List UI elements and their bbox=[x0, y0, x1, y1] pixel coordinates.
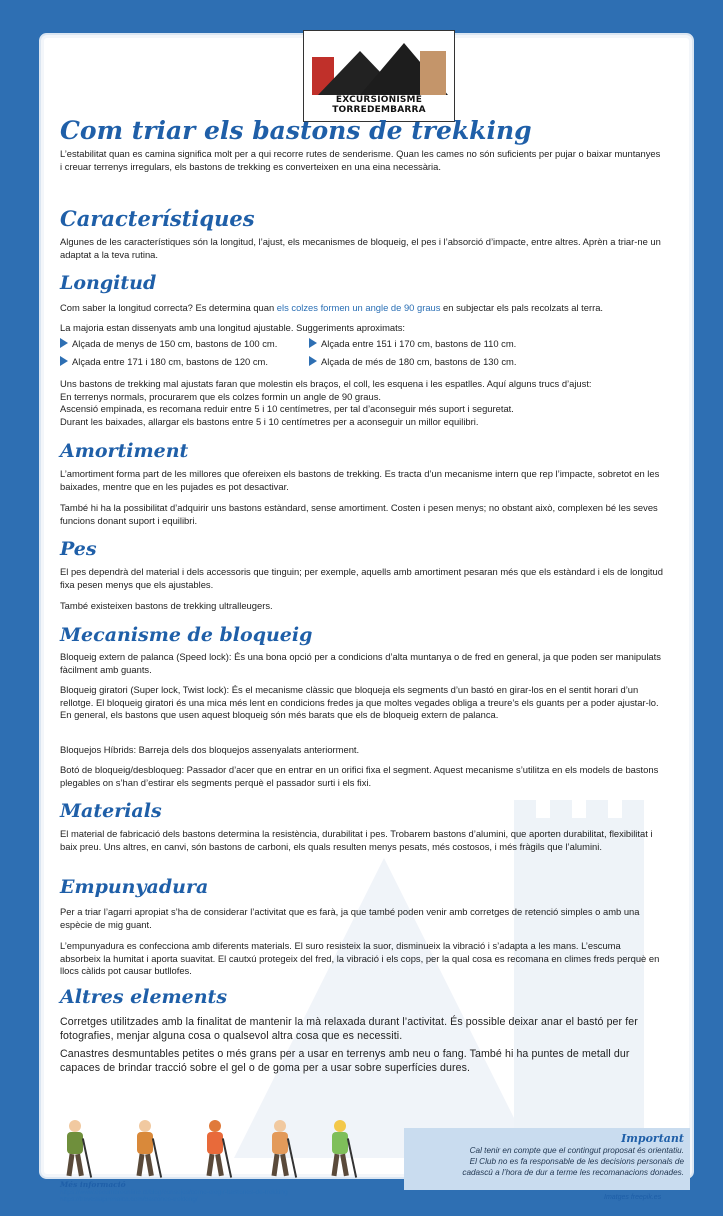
list-item bbox=[309, 338, 516, 349]
hikers-illustration bbox=[60, 1118, 400, 1178]
heading-longitud: Longitud bbox=[60, 272, 157, 294]
empunyadura-text-1: Per a triar l’agarri apropiat s’ha de considerar l’activitat que es farà, ja que també poden venir amb corretges de retenció simples o amb una espècie de mig guant. bbox=[60, 906, 640, 930]
triangle-bullet-icon bbox=[60, 338, 68, 348]
heading-caracteristiques: Característiques bbox=[60, 206, 255, 231]
heading-materials: Materials bbox=[60, 800, 162, 822]
list-item bbox=[60, 356, 268, 367]
mecanisme-text-2: Bloqueig giratori (Super lock, Twist lock): És el mecanisme clàssic que bloqueja els segments d’un bastó en girar-los en el sentit horari d’un rellotge. El bloqueig giratori és una mica més lent en condicions fredes ja que moltes vegades obliga a treure’s els guants per a poder ajustar-lo. En general, els bastons que usen aquest bloqueig són més barats que els de bloqueig extern de palanca. bbox=[60, 684, 659, 721]
tips-intro: Uns bastons de trekking mal ajustats faran que molestin els braços, el coll, les esquena i les espatlles. Aquí alguns trucs d’ajust: bbox=[60, 378, 592, 389]
logo-name: EXCURSIONISME TORREDEMBARRA bbox=[332, 95, 426, 115]
important-note-box bbox=[404, 1128, 690, 1190]
triangle-bullet-icon bbox=[60, 356, 68, 366]
mecanisme-text-4: Botó de bloqueig/desbloqueg: Passador d’acer que en entrar en un orifici fixa el segment. Aquest mecanisme s’utilitza en els models de bastons plegables on s’han d’estirar els segments perquè el passador surti i els fixi. bbox=[60, 764, 659, 788]
adjust-tips bbox=[60, 378, 663, 428]
longitud-question bbox=[60, 302, 663, 315]
image-credits: Imatges freepik.es bbox=[604, 1194, 662, 1201]
length-suggestions bbox=[60, 338, 663, 374]
materials-text: El material de fabricació dels bastons determina la resistència, durabilitat i pes. Trobarem bastons d’alumini, que aporten durabilitat, flexibilitat i baix preu. Uns altres, en canvi, són bastons de carboni, els quals resulten menys pesats, més costosos, i més fràgils que l’alumini. bbox=[60, 828, 653, 852]
heading-empunyadura: Empunyadura bbox=[60, 876, 209, 898]
page-title: Com triar els bastons de trekking bbox=[60, 116, 532, 145]
background-tower-shape bbox=[514, 818, 644, 1148]
longitud-question-end: en subjectar els pals recolzats al terra. bbox=[440, 302, 604, 313]
hiker-figure bbox=[130, 1120, 160, 1178]
elbow-angle-highlight: els colzes formen un angle de 90 graus bbox=[276, 302, 441, 313]
bullet-text: Alçada entre 151 i 170 cm, bastons de 110 cm. bbox=[321, 338, 517, 349]
list-item bbox=[309, 356, 516, 367]
club-logo bbox=[303, 30, 455, 122]
pes-text-2: També existeixen bastons de trekking ultralleugers. bbox=[60, 600, 273, 611]
triangle-bullet-icon bbox=[309, 338, 317, 348]
empunyadura-text-2: L’empunyadura es confecciona amb diferents materials. El suro resisteix la suor, disminueix la vibració i s’adapta a les mans. L’escuma absorbeix la humitat i aporta suavitat. El cautxú protegeix del fred, la vibració i els cops, per la qual cosa es recomana en climes freds perquè en llocs càlids pot causar butllofes. bbox=[60, 940, 660, 977]
altres-text-1: Corretges utilitzades amb la finalitat de mantenir la mà relaxada durant l’activitat. És possible deixar anar el bastó per fer fotografies, menjar alguna cosa o qualsevol altra cosa que es necessiti. bbox=[60, 1016, 638, 1042]
important-line: Cal tenir en compte que el contingut proposat és orientatiu. bbox=[469, 1146, 684, 1155]
bullet-text: Alçada de menys de 150 cm, bastons de 100 cm. bbox=[72, 338, 278, 349]
amortiment-text-2: També hi ha la possibilitat d’adquirir uns bastons estàndard, sense amortiment. Costen i pesen menys; no obstant això, complexen bé les seves funcions donant suport i equilibri. bbox=[60, 502, 658, 526]
logo-image bbox=[310, 37, 448, 95]
triangle-bullet-icon bbox=[309, 356, 317, 366]
important-line: El Club no es fa responsable de les decisions personals de bbox=[469, 1157, 684, 1166]
heading-altres-elements: Altres elements bbox=[60, 986, 228, 1008]
more-info-link[interactable]: https://travesiapirenaica.com/bastones-trekking/ bbox=[60, 1196, 198, 1203]
bullet-text: Alçada entre 171 i 180 cm, bastons de 120 cm. bbox=[72, 356, 268, 367]
caracteristiques-text: Algunes de les característiques són la longitud, l’ajust, els mecanismes de bloqueig, el pes i l’absorció d’impacte, entre altres. Aprèn a triar-ne un adaptat a la teva rutina. bbox=[60, 236, 661, 260]
mecanisme-text-3: Bloquejos Híbrids: Barreja dels dos bloquejos assenyalats anteriorment. bbox=[60, 744, 360, 755]
more-info bbox=[60, 1181, 390, 1204]
heading-amortiment: Amortiment bbox=[60, 440, 189, 462]
background-mountain-shape bbox=[234, 858, 534, 1158]
altres-text-2: Canastres desmuntables petites o més grans per a usar en terrenys amb neu o fang. També hi ha puntes de metall dur capaces de brindar tracció sobre el gel o de goma per a usar sobre superfícies dures. bbox=[60, 1048, 630, 1074]
heading-pes: Pes bbox=[60, 538, 97, 560]
hiker-figure bbox=[265, 1120, 295, 1178]
tip-descent: Durant les baixades, allargar els bastons entre 5 i 10 centímetres per a aconseguir un millor equilibri. bbox=[60, 415, 479, 427]
longitud-question-start: Com saber la longitud correcta? Es determina quan bbox=[60, 302, 277, 313]
heading-mecanisme: Mecanisme de bloqueig bbox=[60, 624, 313, 646]
mecanisme-text-1: Bloqueig extern de palanca (Speed lock): És una bona opció per a condicions d’alta muntanya o de fred en general, ja que poden ser manipulats fàcilment amb guants. bbox=[60, 651, 661, 675]
logo-castle-tower bbox=[420, 51, 446, 95]
more-info-title: Més informació bbox=[60, 1180, 126, 1189]
hiker-figure bbox=[60, 1120, 90, 1178]
important-line: cadascú a l’hora de dur a terme les recomanacions donades. bbox=[462, 1168, 684, 1177]
hiker-figure bbox=[200, 1120, 230, 1178]
important-title: Important bbox=[621, 1132, 684, 1145]
more-info-link[interactable]: https://www.escumbreonline.cl/blog/consejos/como-elegir-bastones-de-trekking bbox=[60, 1188, 288, 1196]
tip-ascent: Ascensió empinada, es recomana reduir entre 5 i 10 centímetres, per tal d’aconseguir més suport i seguretat. bbox=[60, 403, 514, 415]
tip-normal-terrain: En terrenys normals, procurarem que els colzes formin un angle de 90 graus. bbox=[60, 390, 381, 402]
pes-text-1: El pes dependrà del material i dels accessoris que tinguin; per exemple, aquells amb amortiment pesaran més que els estàndard i els de longitud fixa pesen menys que els ajustables. bbox=[60, 566, 663, 590]
longitud-intro: La majoria estan dissenyats amb una longitud ajustable. Suggeriments aproximats: bbox=[60, 322, 405, 333]
bullet-text: Alçada de més de 180 cm, bastons de 130 cm. bbox=[321, 356, 517, 367]
list-item bbox=[60, 338, 277, 349]
poster-sheet bbox=[44, 38, 689, 1203]
amortiment-text-1: L’amortiment forma part de les millores que ofereixen els bastons de trekking. Es tracta d’un mecanisme intern que rep l’impacte, sobretot en les baixades, mentre que en les pujades es pot desactivar. bbox=[60, 468, 660, 492]
hiker-figure bbox=[325, 1120, 355, 1178]
intro-text: L’estabilitat quan es camina significa molt per a qui recorre rutes de senderisme. Quan les cames no són suficients per pujar o baixar muntanyes i creuar terrenys irregulars, els bastons de trekking es converteixen en una eina necessària. bbox=[60, 148, 661, 172]
